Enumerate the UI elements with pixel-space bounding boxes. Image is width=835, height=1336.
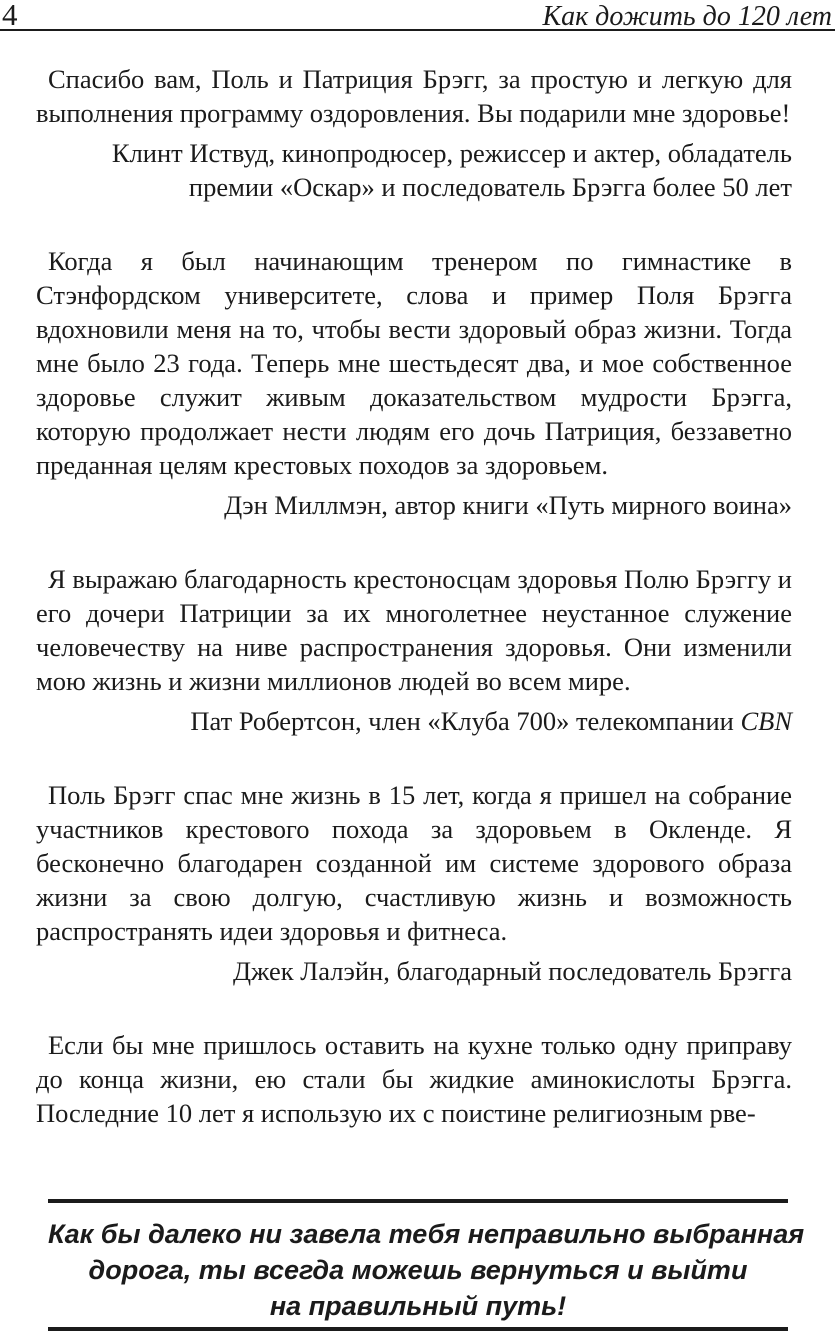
attribution-text: Дэн Миллмэн, автор книги «Путь мирного воина» <box>224 490 792 520</box>
testimonial-quote: Я выражаю благодарность крестоносцам здоровья Полю Брэггу и его дочери Патриции за их многолетнее неустанное служение человечеству на ниве распространения здоровья. Они изменили мою жизнь и жизни миллионов людей во всем мире. <box>36 564 792 696</box>
footer-aphorism-line: Как бы далеко ни завела тебя неправильно выбранная <box>48 1219 805 1249</box>
attribution-text: Клинт Иствуд, кинопродюсер, режиссер и актер, обладатель премии «Оскар» и последователь Брэгга более 50 лет <box>111 138 792 202</box>
testimonial-block <box>36 1028 792 1130</box>
footer-aphorism-box <box>48 1199 805 1331</box>
footer-aphorism-line: на правильный путь! <box>269 1291 567 1321</box>
testimonial-block <box>36 562 792 738</box>
testimonial-quote: Когда я был начинающим тренером по гимнастике в Стэнфордском университете, слова и пример Поля Брэгга вдохновили меня на то, чтобы вести здоровый образ жизни. Тогда мне было 23 года. Теперь мне шестьдесят два, и мое собственное здоровье служит живым доказательством мудрости Брэгга, которую продолжает нести людям его дочь Патриция, беззаветно преданная целям крестовых походов за здоровьем. <box>36 246 792 480</box>
testimonial-quote: Поль Брэгг спас мне жизнь в 15 лет, когда я пришел на собрание участников крестового похода за здоровьем в Окленде. Я бесконечно благодарен созданной им системе здорового образа жизни за свою долгую, счастливую жизнь и возможность распространять идеи здоровья и фитнеса. <box>36 780 792 946</box>
page-header <box>0 0 835 31</box>
testimonial-block <box>36 62 792 204</box>
page-number: 4 <box>2 0 18 32</box>
testimonials-section <box>0 31 835 1130</box>
testimonial-attribution <box>36 954 792 988</box>
attribution-text: Джек Лалэйн, благодарный последователь Брэгга <box>232 956 792 986</box>
testimonial-quote: Если бы мне пришлось оставить на кухне только одну приправу до конца жизни, ею стали бы жидкие аминокислоты Брэгга. Последние 10 лет я использую их с поистине религиозным рве- <box>36 1030 792 1128</box>
running-title: Как дожить до 120 лет <box>542 1 832 32</box>
testimonial-quote: Спасибо вам, Поль и Патриция Брэгг, за простую и легкую для выполнения программу оздоровления. Вы подарили мне здоровье! <box>36 64 792 128</box>
footer-aphorism-line: дорога, ты всегда можешь вернуться и выйти <box>88 1255 748 1285</box>
testimonial-block <box>36 244 792 522</box>
testimonial-attribution <box>36 136 792 204</box>
attribution-italic-text: CBN <box>740 706 792 736</box>
testimonial-block <box>36 778 792 988</box>
testimonial-attribution <box>36 704 792 738</box>
testimonial-attribution <box>36 488 792 522</box>
attribution-text: Пат Робертсон, член «Клуба 700» телекомпании <box>190 706 734 736</box>
